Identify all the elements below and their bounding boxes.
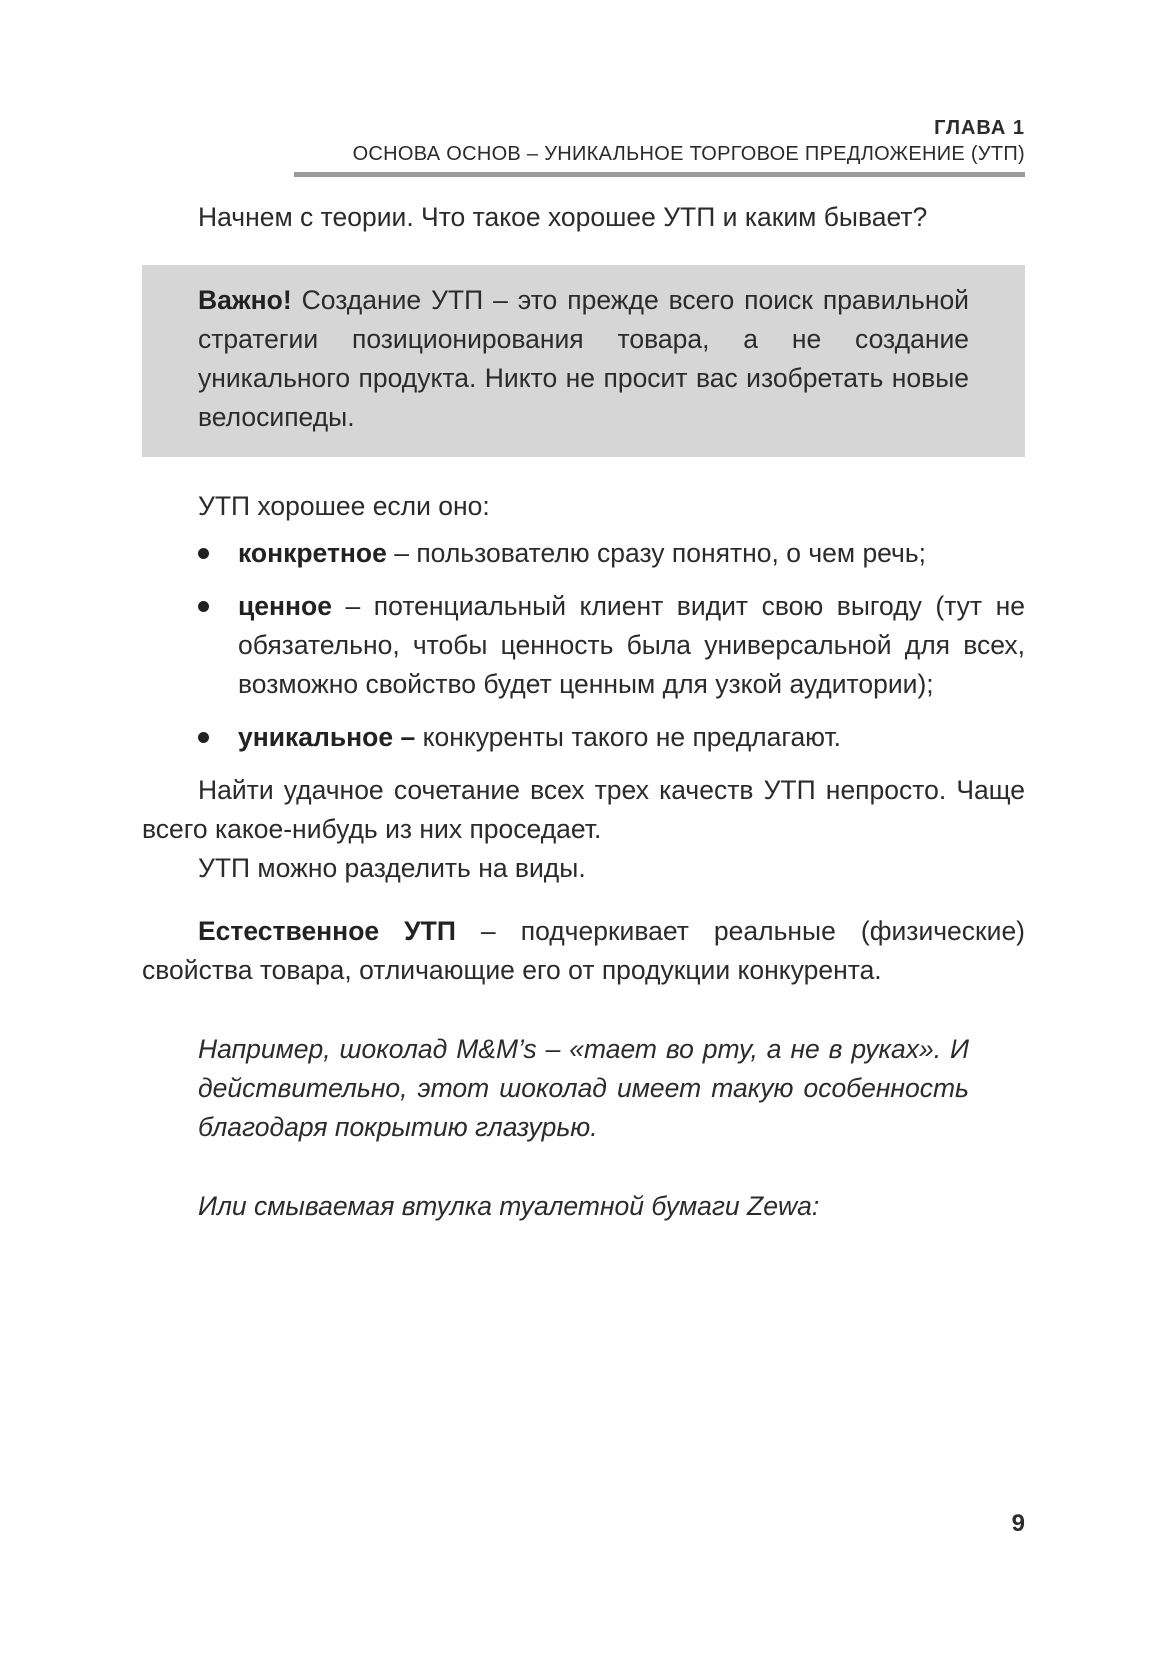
- example-paragraph-1: Например, шоколад M&M’s – «тает во рту, а не в руках». И действительно, этот шоколад имеет такую особенность благодаря покрытию глазурью.: [198, 1034, 969, 1142]
- list-item: [142, 587, 1025, 704]
- list-lead: УТП хорошее если оно:: [198, 491, 490, 521]
- header-rule: [294, 172, 1025, 177]
- bullet-icon: [198, 601, 209, 612]
- list-item: [142, 534, 1025, 573]
- list-item-text: конкуренты такого не предлагают.: [415, 722, 842, 752]
- list-item-term: конкретное: [238, 538, 387, 568]
- bullet-icon: [198, 732, 209, 743]
- callout-label: Важно!: [198, 285, 292, 315]
- page-number: 9: [1011, 1510, 1025, 1537]
- list-item-term: ценное: [238, 591, 332, 621]
- callout-paragraph: [198, 281, 969, 437]
- list-item: [142, 718, 1025, 757]
- body-paragraph-2: УТП можно разделить на виды.: [198, 853, 586, 883]
- list-item-term: уникальное –: [238, 722, 416, 752]
- list-item-text: – пользователю сразу понятно, о чем речь;: [386, 538, 927, 568]
- quality-list: [142, 534, 1025, 757]
- bullet-icon: [198, 548, 209, 559]
- natural-usp-paragraph: [142, 912, 1025, 990]
- list-item-text: – потенциальный клиент видит свою выгоду (тут не обязательно, чтобы ценность была универсальной для всех, возможно свойство будет ценным для узкой аудитории);: [238, 591, 1025, 699]
- callout-text: Создание УТП – это прежде всего поиск правильной стратегии позиционирования товара, а не создание уникального продукта. Никто не просит вас изобретать новые велосипеды.: [198, 285, 969, 432]
- important-callout: [142, 265, 1025, 457]
- chapter-subtitle: ОСНОВА ОСНОВ – УНИКАЛЬНОЕ ТОРГОВОЕ ПРЕДЛОЖЕНИЕ (УТП): [352, 143, 1025, 165]
- natural-usp-text: – подчеркивает реальные (физические) свойства товара, отличающие его от продукции конкурента.: [142, 916, 1026, 985]
- body-paragraph-1: Найти удачное сочетание всех трех качеств УТП непросто. Чаще всего какое-нибудь из них проседает.: [142, 775, 1025, 844]
- page-content: [142, 198, 1025, 1226]
- intro-paragraph: Начнем с теории. Что такое хорошее УТП и каким бывает?: [198, 202, 928, 232]
- example-paragraph-2: Или смываемая втулка туалетной бумаги Zewa:: [198, 1191, 820, 1221]
- running-header: [140, 116, 1025, 166]
- chapter-label: ГЛАВА 1: [934, 117, 1025, 139]
- natural-usp-term: Естественное УТП: [198, 916, 456, 946]
